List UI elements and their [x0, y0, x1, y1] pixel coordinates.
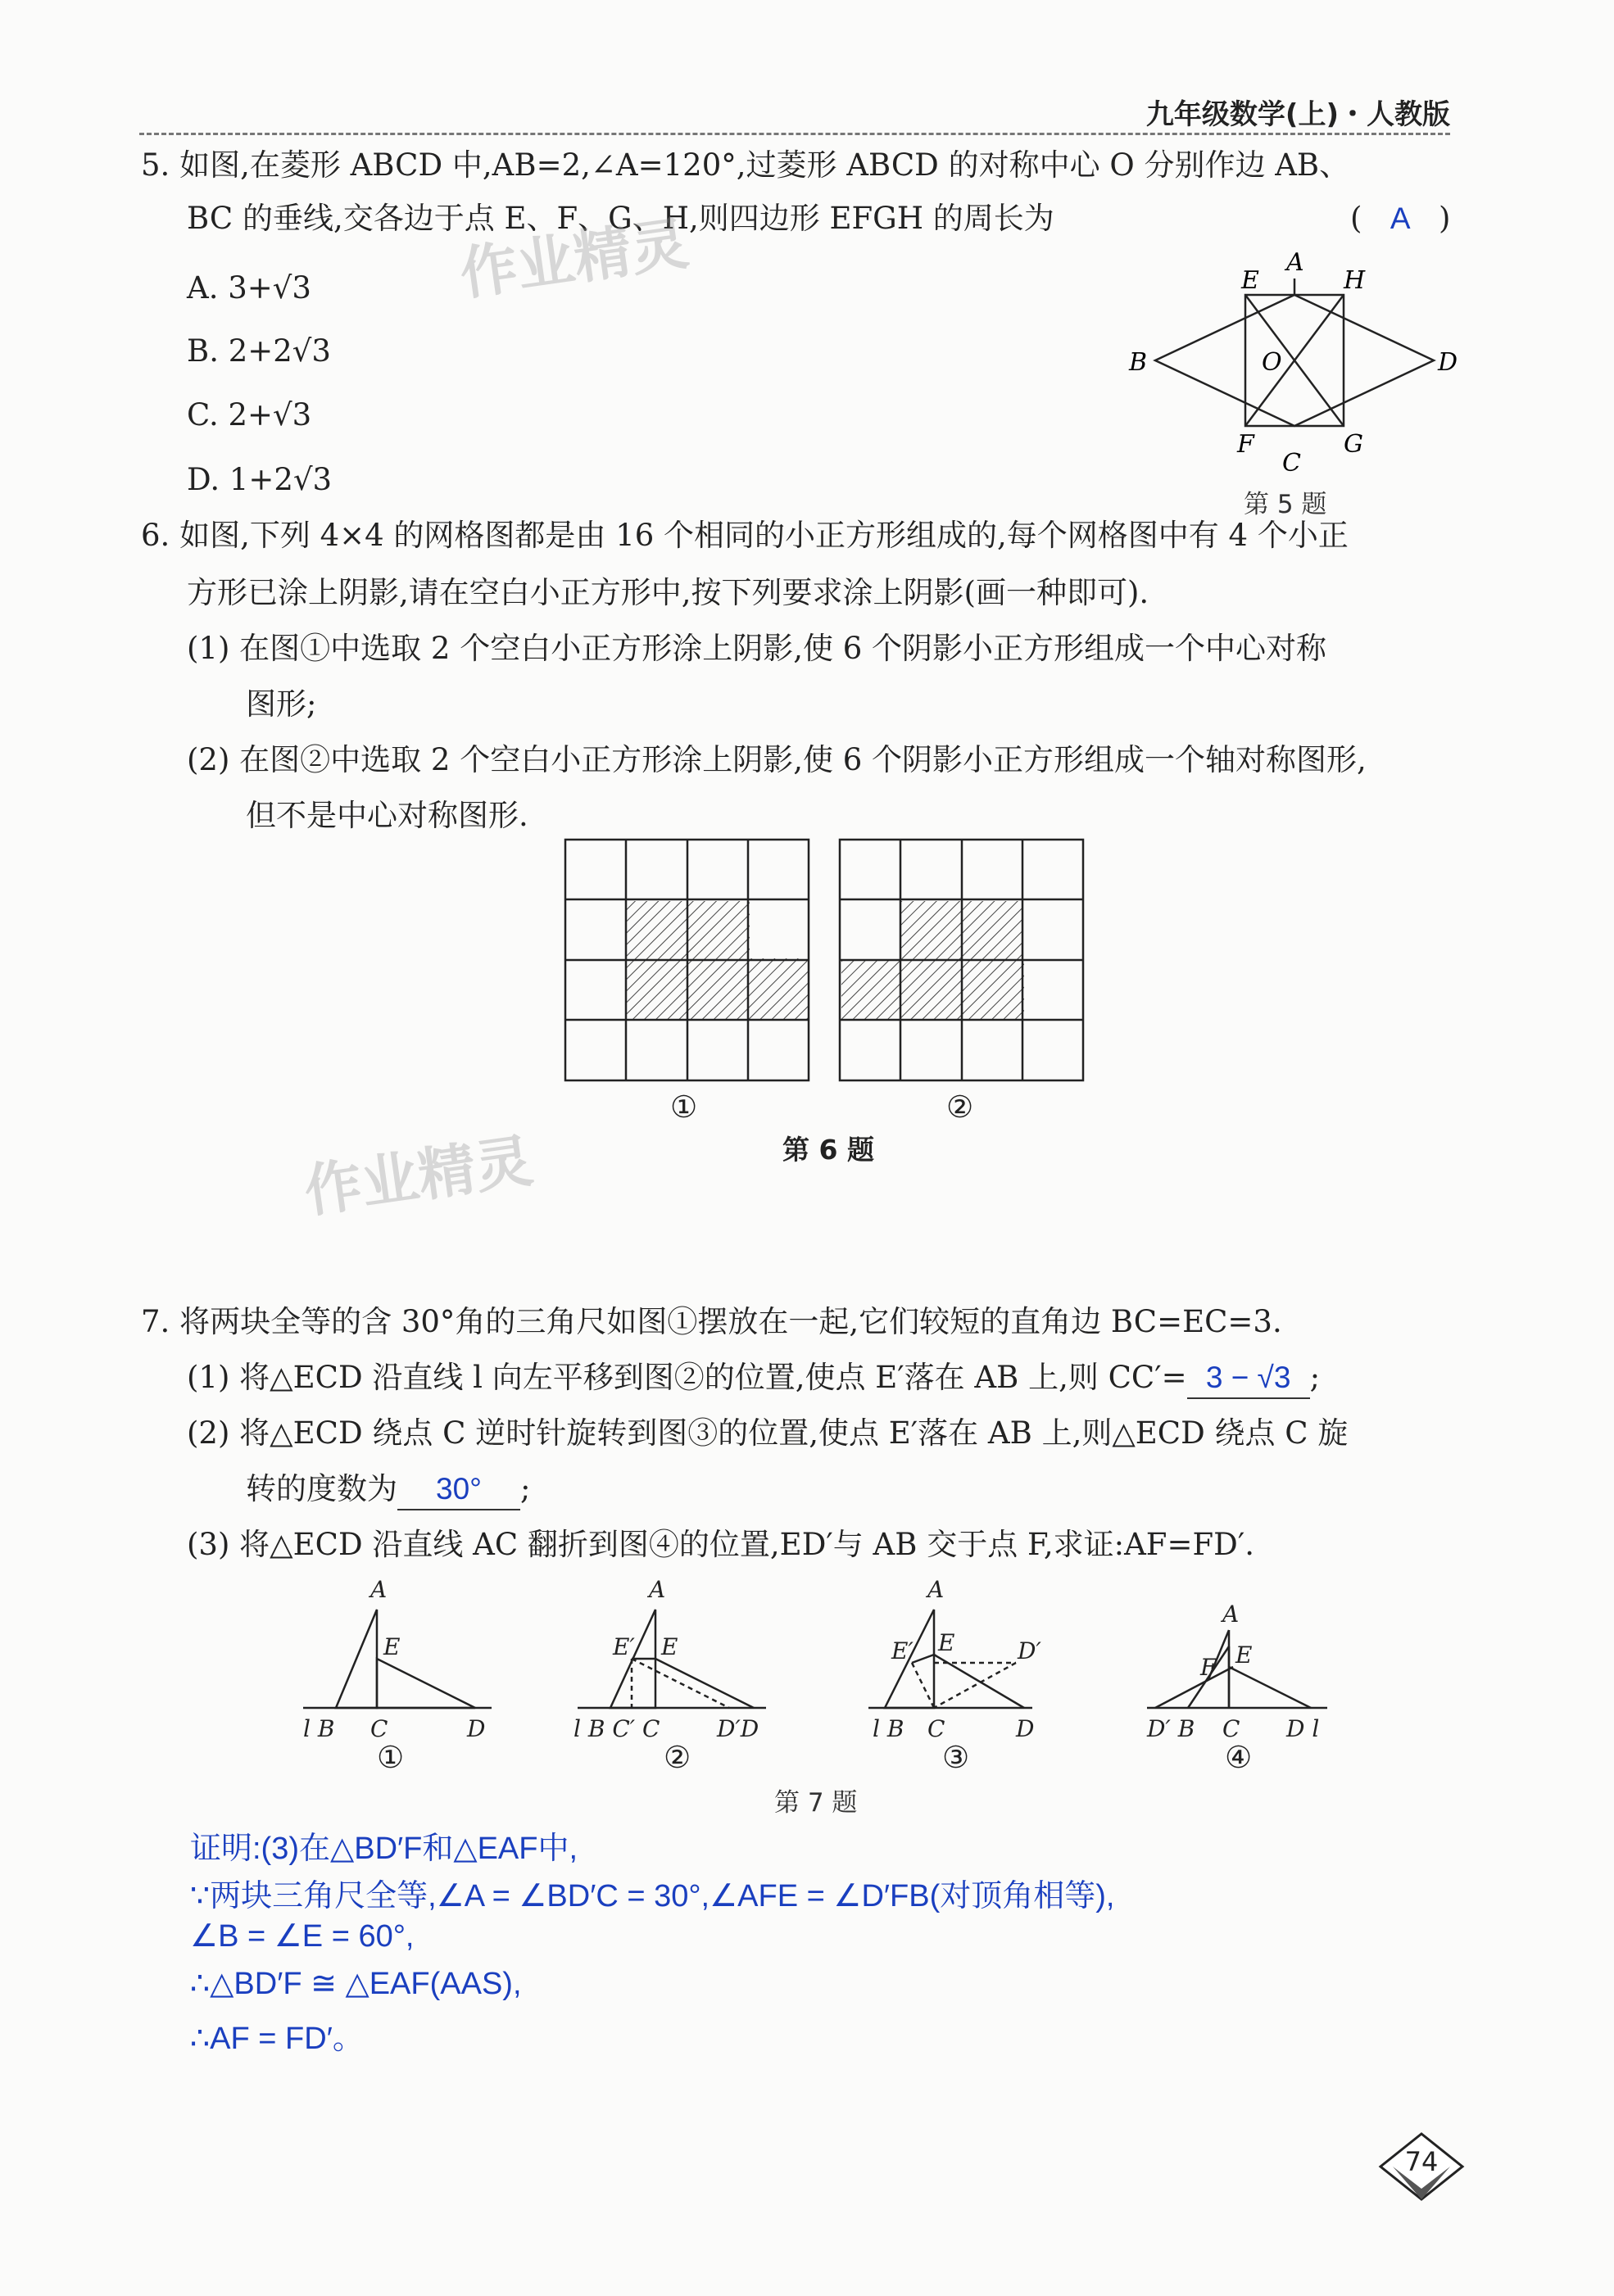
svg-text:l B: l B	[873, 1715, 904, 1742]
svg-text:A: A	[370, 1576, 388, 1603]
q6-part1-line2: 图形;	[246, 686, 317, 722]
q7-line1: 7. 将两块全等的含 30°角的三角尺如图①摆放在一起,它们较短的直角边 BC=EC=3.	[141, 1304, 1282, 1339]
svg-text:A: A	[927, 1576, 945, 1603]
svg-text:l B: l B	[303, 1715, 335, 1742]
label-c: C	[1282, 449, 1301, 478]
grid1-label: ①	[670, 1089, 698, 1125]
q5-line1: 5. 如图,在菱形 ABCD 中,AB=2,∠A=120°,过菱形 ABCD 的对称中心 O 分别作边 AB、	[141, 147, 1350, 183]
svg-text:E′: E′	[891, 1637, 914, 1664]
proof-line-2: ∵两块三角尺全等,∠A = ∠BD′C = 30°,∠AFE = ∠D′FB(对顶角相等),	[190, 1879, 1115, 1913]
q6-part2-line1: (2) 在图②中选取 2 个空白小正方形涂上阴影,使 6 个阴影小正方形组成一个轴对称图形,	[187, 742, 1367, 777]
svg-text:F: F	[1200, 1654, 1217, 1681]
label-g: G	[1344, 430, 1363, 459]
svg-text:D l: D l	[1286, 1715, 1320, 1742]
header-title: 九年级数学(上)・人教版	[1145, 98, 1450, 131]
svg-text:D′: D′	[1018, 1637, 1041, 1664]
svg-text:D′D: D′D	[717, 1715, 759, 1742]
watermark: 作业精灵	[456, 209, 693, 309]
grid2-label: ②	[946, 1089, 974, 1125]
proof-line-3: ∠B = ∠E = 60°,	[190, 1919, 415, 1954]
svg-text:D: D	[467, 1715, 486, 1742]
svg-text:E: E	[661, 1633, 678, 1660]
page-number: 74	[1404, 2146, 1439, 2177]
q5-caption: 第 5 题	[1244, 490, 1327, 519]
svg-text:E: E	[383, 1633, 401, 1660]
q7-part3: (3) 将△ECD 沿直线 AC 翻折到图④的位置,ED′与 AB 交于点 F,求证:AF=FD′.	[187, 1527, 1254, 1562]
label-a: A	[1286, 248, 1304, 277]
q7-figures	[295, 1573, 1352, 1786]
q5-choice-d: D. 1+2√3	[187, 462, 333, 497]
q7-fig1-label: ①	[377, 1740, 405, 1775]
proof-line-4: ∴△BD′F ≅ △EAF(AAS),	[190, 1967, 522, 2001]
q7-fig3-label: ③	[942, 1740, 970, 1775]
watermark-2: 作业精灵	[300, 1126, 537, 1226]
q5-line2: BC 的垂线,交各边于点 E、F、G、H,则四边形 EFGH 的周长为	[187, 201, 1054, 236]
svg-text:E: E	[1235, 1642, 1253, 1669]
label-h: H	[1344, 266, 1366, 295]
svg-text:l B C′ C: l B C′ C	[574, 1715, 660, 1742]
proof-line-1: 证明:(3)在△BD′F和△EAF中,	[190, 1832, 578, 1866]
q6-line1: 6. 如图,下列 4×4 的网格图都是由 16 个相同的小正方形组成的,每个网格图中有 4 个小正	[141, 518, 1349, 553]
q7-fig2-label: ②	[664, 1740, 691, 1775]
q6-part2-line2: 但不是中心对称图形.	[246, 798, 528, 833]
svg-text:D′ B: D′ B	[1147, 1715, 1195, 1742]
q6-caption: 第 6 题	[782, 1134, 874, 1166]
svg-text:E′: E′	[613, 1633, 635, 1660]
svg-text:A: A	[649, 1576, 666, 1603]
svg-text:C: C	[1222, 1715, 1240, 1742]
svg-text:D: D	[1016, 1715, 1035, 1742]
svg-text:A: A	[1222, 1601, 1240, 1628]
grid2-shade-c	[963, 960, 1024, 1020]
svg-text:C: C	[370, 1715, 388, 1742]
grid-2	[840, 840, 1083, 1080]
label-e: E	[1241, 266, 1259, 295]
label-d: D	[1438, 348, 1458, 377]
svg-text:C: C	[927, 1715, 945, 1742]
q5-choice-c: C. 2+√3	[187, 397, 312, 432]
q7-part2-line1: (2) 将△ECD 绕点 C 逆时针旋转到图③的位置,使点 E′落在 AB 上,则△ECD 绕点 C 旋	[187, 1415, 1349, 1451]
q5-answer: A	[1390, 202, 1411, 235]
rhombus-figure	[1114, 246, 1458, 483]
proof-line-5: ∴AF = FD′。	[190, 2022, 364, 2056]
grid2-shade-b	[841, 960, 964, 1020]
q5-choice-b: B. 2+2√3	[187, 333, 331, 369]
header-divider	[139, 133, 1450, 135]
q7-part1-answer: 3 − √3	[1205, 1361, 1291, 1394]
q7-part2-answer: 30°	[436, 1472, 482, 1506]
q7-caption: 第 7 题	[774, 1788, 858, 1818]
q5-choice-a: A. 3+√3	[187, 270, 311, 306]
grid1-shade-b	[627, 958, 809, 1019]
label-o: O	[1262, 348, 1282, 377]
label-f: F	[1237, 430, 1254, 459]
grid-1	[565, 840, 809, 1080]
q6-grids	[561, 836, 1094, 1089]
svg-text:E: E	[938, 1629, 955, 1656]
label-b: B	[1129, 348, 1148, 377]
q7-fig4-label: ④	[1225, 1740, 1253, 1775]
q6-part1-line1: (1) 在图①中选取 2 个空白小正方形涂上阴影,使 6 个阴影小正方形组成一个中心对称	[187, 631, 1327, 666]
q7-part1: (1) 将△ECD 沿直线 l 向左平移到图②的位置,使点 E′落在 AB 上,则 CC′= 3 − √3 ;	[187, 1358, 1320, 1399]
q5-answer-bracket: ( A )	[1350, 199, 1450, 238]
q6-line2: 方形已涂上阴影,请在空白小正方形中,按下列要求涂上阴影(画一种即可).	[187, 575, 1149, 610]
q7-part2-line2: 转的度数为 30° ;	[246, 1470, 530, 1510]
